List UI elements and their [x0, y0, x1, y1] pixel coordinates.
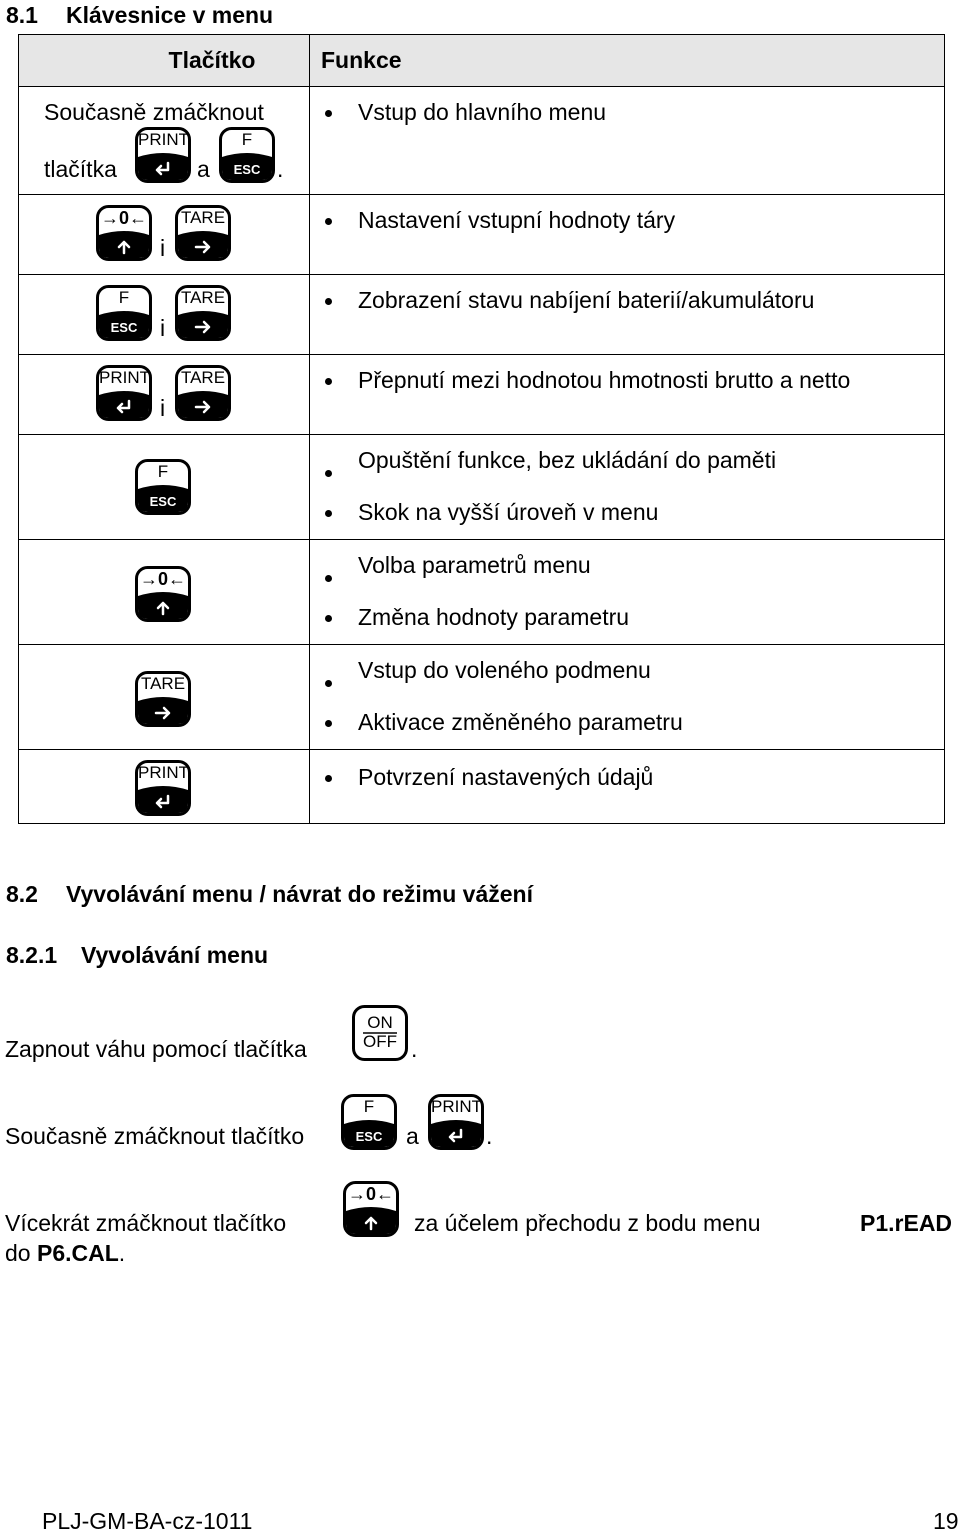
esc-label: ESC	[355, 1129, 383, 1144]
key-cell	[19, 195, 310, 275]
section-number: 8.2.1	[6, 942, 58, 968]
section-number: 8.2	[6, 881, 38, 907]
f-esc-key-icon	[219, 127, 275, 183]
print-key-icon	[135, 127, 191, 183]
esc-label: ESC	[149, 494, 177, 509]
function-item: Zobrazení stavu nabíjení baterií/akumulátoru	[310, 287, 944, 314]
tare-key-icon	[175, 365, 231, 421]
function-cell	[310, 435, 945, 540]
key-conjunction: i	[160, 315, 166, 341]
function-item: Vstup do hlavního menu	[310, 99, 944, 126]
tare-key-icon	[175, 285, 231, 341]
tare-label: TARE	[180, 288, 226, 307]
table-header-key: Tlačítko	[19, 35, 310, 87]
menu-point-end: P6.CAL	[36, 1240, 119, 1266]
f-label: F	[118, 288, 130, 307]
print-label: PRINT	[99, 368, 150, 387]
function-cell	[310, 645, 945, 750]
key-cell	[19, 355, 310, 435]
paragraph-and: a	[406, 1123, 419, 1149]
table-row	[19, 750, 945, 824]
section-heading-8-1	[6, 2, 273, 29]
menu-point-start: P1.rEAD	[860, 1210, 953, 1236]
section-title: Vyvolávání menu	[81, 942, 269, 968]
print-label: PRINT	[138, 763, 189, 782]
paragraph-end: .	[411, 1036, 418, 1062]
function-cell	[310, 195, 945, 275]
section-number: 8.1	[6, 2, 38, 28]
paragraph-text: do	[5, 1240, 31, 1266]
key-text-dot: .	[277, 156, 284, 182]
esc-label: ESC	[233, 162, 261, 177]
key-text: Současně zmáčknout	[44, 99, 264, 125]
tare-label: TARE	[180, 208, 226, 227]
key-text: tlačítka	[44, 156, 117, 182]
f-label: F	[157, 462, 169, 481]
keypad-function-table	[18, 34, 945, 824]
function-item: Aktivace změněného parametru	[310, 709, 944, 736]
key-conjunction: i	[160, 395, 166, 421]
print-key-icon	[428, 1094, 484, 1150]
page-number: 19	[933, 1508, 959, 1534]
esc-label: ESC	[110, 320, 138, 335]
function-cell	[310, 540, 945, 645]
function-item: Opuštění funkce, bez ukládání do paměti	[310, 447, 944, 499]
table-row	[19, 645, 945, 750]
function-cell	[310, 355, 945, 435]
table-row	[19, 355, 945, 435]
key-cell	[19, 87, 310, 195]
f-label: F	[363, 1097, 375, 1116]
document-id: PLJ-GM-BA-cz-1011	[42, 1508, 253, 1534]
paragraph-end: .	[486, 1123, 493, 1149]
key-cell	[19, 275, 310, 355]
function-item: Potvrzení nastavených údajů	[310, 764, 944, 791]
f-esc-key-icon	[96, 285, 152, 341]
paragraph-text: Současně zmáčknout tlačítko	[5, 1123, 305, 1149]
f-esc-key-icon	[341, 1094, 397, 1150]
paragraph-text: Zapnout váhu pomocí tlačítka	[5, 1036, 307, 1062]
table-row	[19, 87, 945, 195]
function-item: Volba parametrů menu	[310, 552, 944, 604]
key-cell	[19, 540, 310, 645]
zero-key-icon	[96, 205, 152, 261]
section-title: Klávesnice v menu	[66, 2, 274, 28]
tare-label: TARE	[180, 368, 226, 387]
section-heading-8-2	[6, 881, 533, 908]
key-text-and: a	[197, 156, 210, 182]
section-title: Vyvolávání menu / návrat do režimu vážení	[66, 881, 533, 907]
function-cell	[310, 750, 945, 824]
table-row	[19, 435, 945, 540]
paragraph-text: za účelem přechodu z bodu menu	[414, 1210, 761, 1236]
f-esc-key-icon	[135, 459, 191, 515]
table-header-function: Funkce	[310, 35, 945, 87]
zero-label: →0←	[100, 208, 147, 228]
table-row	[19, 275, 945, 355]
zero-key-icon	[343, 1181, 399, 1237]
key-cell	[19, 645, 310, 750]
zero-label: →0←	[347, 1184, 394, 1204]
zero-key-icon	[135, 566, 191, 622]
tare-label: TARE	[140, 674, 186, 693]
function-item: Změna hodnoty parametru	[310, 604, 944, 631]
print-label: PRINT	[431, 1097, 482, 1116]
function-cell	[310, 275, 945, 355]
zero-label: →0←	[139, 569, 186, 589]
paragraph-line	[5, 1240, 125, 1267]
function-item: Přepnutí mezi hodnotou hmotnosti brutto a netto	[310, 367, 944, 394]
function-cell	[310, 87, 945, 195]
section-heading-8-2-1	[6, 942, 268, 969]
function-item: Vstup do voleného podmenu	[310, 657, 944, 709]
key-cell	[19, 435, 310, 540]
print-label: PRINT	[138, 130, 189, 149]
paragraph-text: Vícekrát zmáčknout tlačítko	[5, 1210, 287, 1236]
on-label: ON	[367, 1013, 393, 1032]
off-label: OFF	[363, 1032, 397, 1051]
print-key-icon	[96, 365, 152, 421]
table-row	[19, 540, 945, 645]
print-key-icon	[135, 760, 191, 816]
tare-key-icon	[135, 671, 191, 727]
key-cell	[19, 750, 310, 824]
table-row	[19, 195, 945, 275]
key-conjunction: i	[160, 235, 166, 261]
f-label: F	[241, 130, 253, 149]
on-off-key-icon	[352, 1005, 408, 1061]
paragraph-end: .	[118, 1240, 126, 1266]
tare-key-icon	[175, 205, 231, 261]
function-item: Skok na vyšší úroveň v menu	[310, 499, 944, 526]
function-item: Nastavení vstupní hodnoty táry	[310, 207, 944, 234]
